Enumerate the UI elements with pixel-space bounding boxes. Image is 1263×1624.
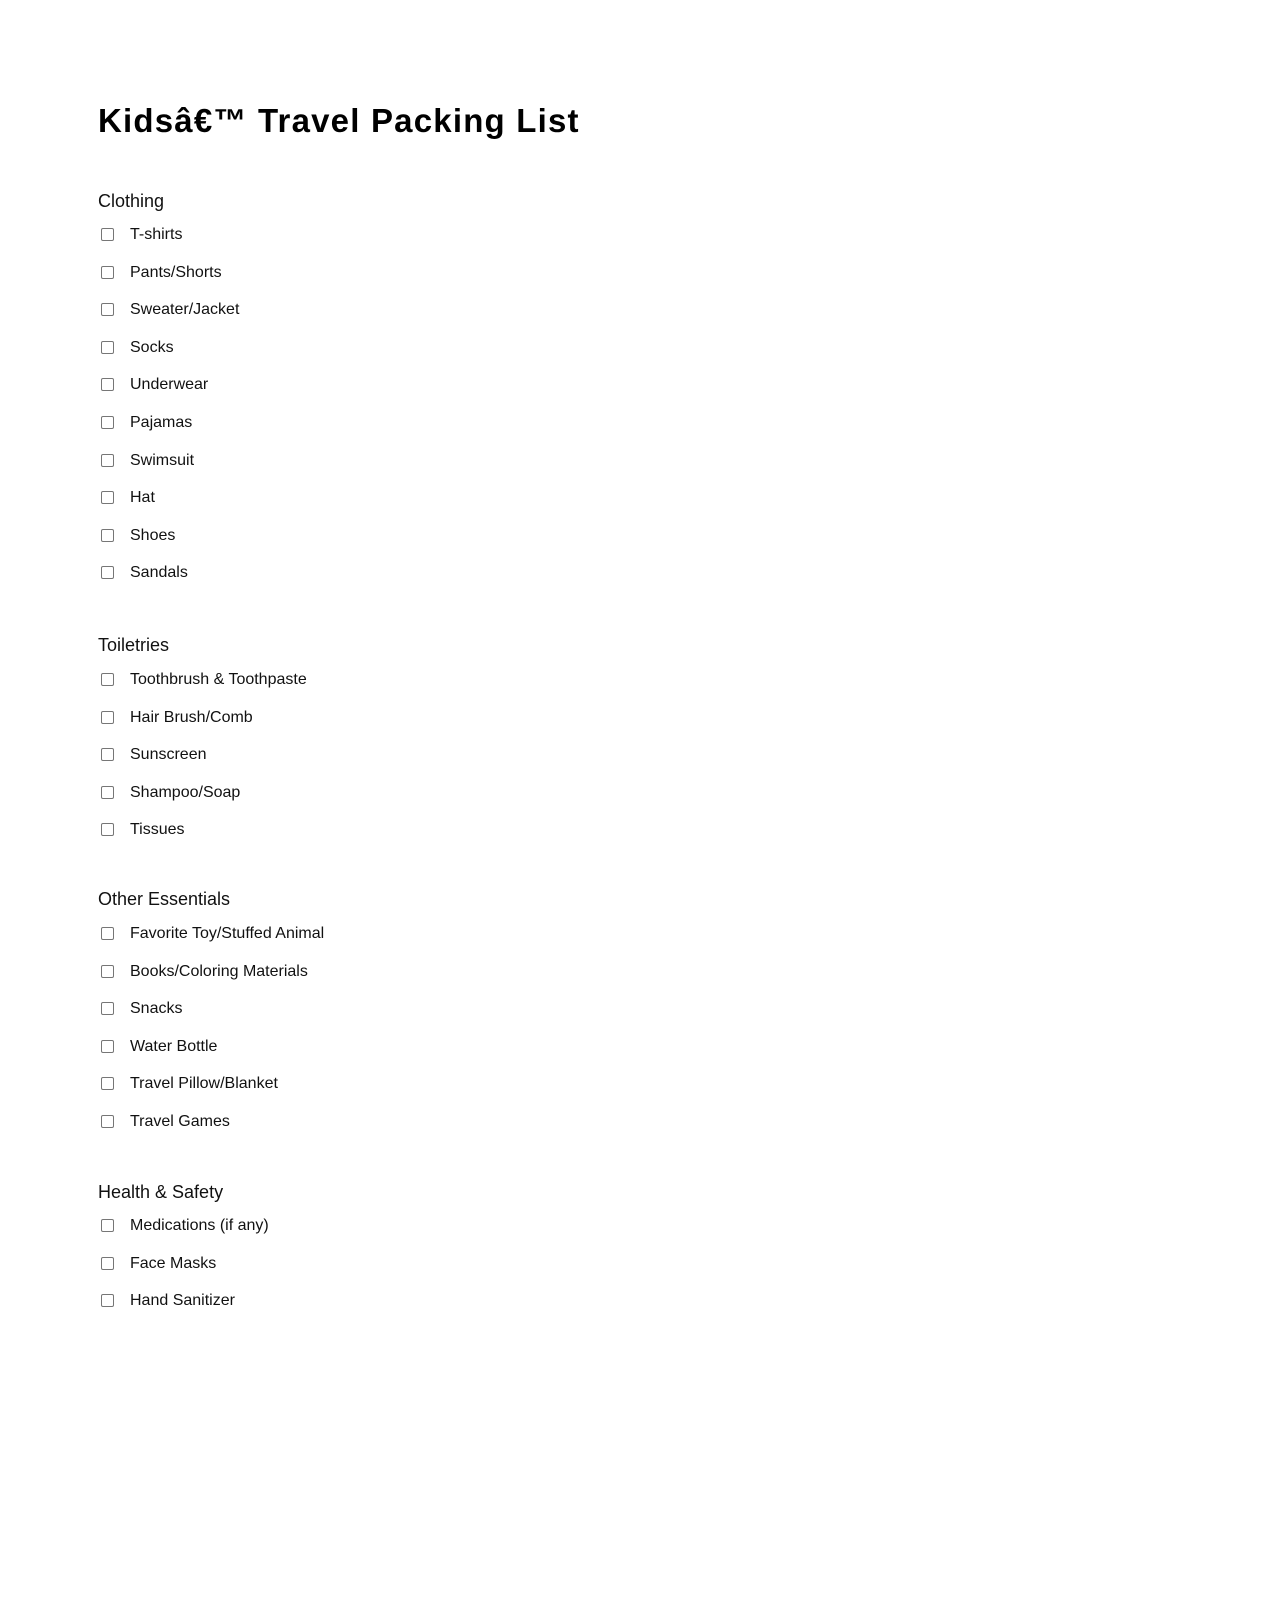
checklist-item[interactable]	[98, 708, 253, 749]
checkbox[interactable]	[101, 1257, 114, 1270]
checklist-item[interactable]	[98, 671, 307, 711]
item-label: Underwear	[130, 376, 209, 394]
checkbox[interactable]	[101, 1294, 114, 1307]
checkbox[interactable]	[101, 1219, 114, 1232]
section-toiletries	[98, 634, 307, 861]
checkbox[interactable]	[101, 266, 114, 279]
checklist	[98, 925, 325, 1153]
checklist	[98, 671, 307, 861]
item-label: Water Bottle	[130, 1037, 218, 1055]
item-label: Travel Pillow/Blanket	[130, 1075, 278, 1093]
checkbox[interactable]	[101, 1077, 114, 1090]
item-label: Socks	[130, 338, 174, 356]
checklist-item[interactable]	[98, 925, 325, 965]
item-label: Hair Brush/Comb	[130, 708, 253, 726]
checklist-item[interactable]	[98, 962, 308, 1003]
checkbox[interactable]	[101, 228, 114, 241]
item-label: T-shirts	[130, 226, 183, 243]
checklist-item[interactable]	[98, 413, 193, 454]
checklist-item[interactable]	[98, 301, 240, 341]
checklist-item[interactable]	[98, 1037, 230, 1078]
item-label: Pants/Shorts	[130, 263, 222, 281]
checkbox[interactable]	[101, 1002, 114, 1015]
item-label: Face Masks	[130, 1254, 217, 1272]
item-label: Sandals	[130, 564, 188, 582]
checkbox[interactable]	[101, 416, 114, 429]
checklist-item[interactable]	[98, 526, 176, 567]
checklist-item[interactable]	[98, 1254, 223, 1295]
checklist-item[interactable]	[98, 338, 174, 379]
checkbox[interactable]	[101, 748, 114, 761]
checkbox[interactable]	[101, 711, 114, 724]
checkbox[interactable]	[101, 303, 114, 316]
checkbox[interactable]	[101, 378, 114, 391]
checklist-item[interactable]	[98, 746, 207, 786]
checklist-item[interactable]	[98, 1075, 278, 1115]
checkbox[interactable]	[101, 491, 114, 504]
checkbox[interactable]	[101, 786, 114, 799]
checkbox[interactable]	[101, 341, 114, 354]
checkbox[interactable]	[101, 529, 114, 542]
checkbox[interactable]	[101, 1040, 114, 1053]
section-other-essentials	[98, 888, 325, 1153]
section-clothing	[98, 190, 240, 604]
checklist-item[interactable]	[98, 491, 164, 529]
item-label: Toothbrush & Toothpaste	[130, 671, 307, 688]
checklist-item[interactable]	[98, 226, 183, 266]
checklist-item[interactable]	[98, 821, 185, 861]
checklist-item[interactable]	[98, 1002, 230, 1040]
checkbox[interactable]	[101, 566, 114, 579]
item-label: Sunscreen	[130, 746, 207, 764]
item-label: Sweater/Jacket	[130, 301, 240, 319]
section-heading: Other Essentials	[98, 889, 231, 909]
checkbox[interactable]	[101, 927, 114, 940]
checklist-item[interactable]	[98, 1292, 235, 1332]
section-heading: Clothing	[98, 191, 165, 211]
checklist-item[interactable]	[98, 263, 222, 304]
checkbox[interactable]	[101, 454, 114, 467]
item-label: Travel Games	[130, 1112, 230, 1130]
item-label: Shoes	[130, 526, 176, 544]
checkbox[interactable]	[101, 823, 114, 836]
item-label: Shampoo/Soap	[130, 783, 241, 801]
section-heading: Toiletries	[98, 635, 170, 655]
checklist-item[interactable]	[98, 451, 195, 492]
item-label: Hand Sanitizer	[130, 1292, 235, 1310]
item-label: Favorite Toy/Stuffed Animal	[130, 925, 325, 942]
checklist-item[interactable]	[98, 1112, 230, 1153]
page-title: Kidsâ€™ Travel Packing List	[98, 102, 580, 139]
checklist-item[interactable]	[98, 376, 209, 416]
section-health-safety	[98, 1181, 269, 1332]
item-label: Books/Coloring Materials	[130, 962, 308, 980]
item-label: Pajamas	[130, 413, 193, 431]
checkbox[interactable]	[101, 1115, 114, 1128]
section-heading: Health & Safety	[98, 1182, 224, 1202]
checklist-item[interactable]	[98, 1217, 269, 1257]
item-label: Tissues	[130, 821, 185, 839]
checklist-item[interactable]	[98, 564, 188, 604]
checklist	[98, 1217, 269, 1332]
item-label: Medications (if any)	[130, 1217, 269, 1234]
item-label: Snacks	[130, 1000, 183, 1018]
checkbox[interactable]	[101, 965, 114, 978]
item-label: Swimsuit	[130, 451, 195, 469]
checklist-item[interactable]	[98, 783, 241, 824]
checklist	[98, 226, 240, 604]
checkbox[interactable]	[101, 673, 114, 686]
item-label: Hat	[130, 489, 155, 507]
